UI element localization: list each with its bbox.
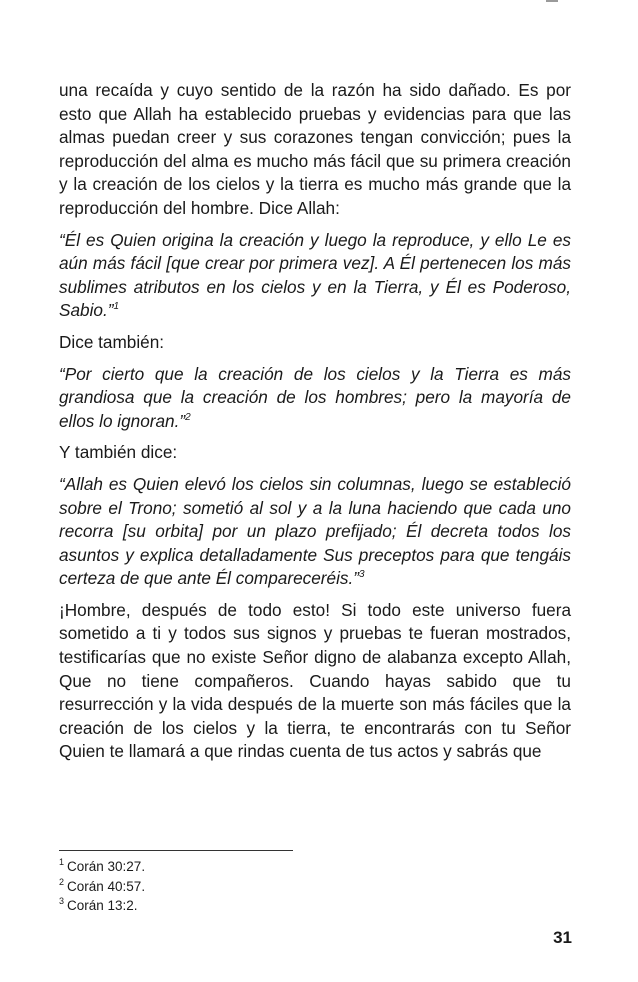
page-number: 31: [553, 928, 572, 947]
footnote-ref-1: 1: [113, 301, 120, 313]
quote-1: [59, 229, 571, 323]
footnotes: [59, 857, 359, 916]
footnote-text: Corán 40:57.: [67, 878, 146, 894]
footnote-text: Corán 13:2.: [67, 898, 138, 913]
quote-3-text: “Allah es Quien elevó los cielos sin columnas, luego se estableció sobre el Trono; sometió al sol y a la luna haciendo que cada uno recorra [su orbita] por un plazo prefijado; Él decreta todos los asuntos y explica detalladamente Sus preceptos para que tengáis certeza de que ante Él compareceréis.”: [59, 473, 571, 589]
quote-2-text: “Por cierto que la creación de los cielos y la Tierra es más grandiosa que la creación de los hombres; pero la mayoría de ellos lo ignoran.”: [59, 363, 571, 431]
quote-3: [59, 473, 571, 591]
paragraph-3: Y también dice:: [59, 442, 178, 463]
footnote-number: 3: [59, 896, 65, 906]
footnote-divider: [59, 850, 293, 851]
quote-2: [59, 363, 571, 434]
page-body: [59, 79, 571, 764]
footnote-number: 2: [59, 876, 65, 887]
footnote-ref-2: 2: [185, 411, 191, 423]
footnote-item: [59, 857, 359, 877]
page-edge-mark: [546, 0, 558, 2]
paragraph-2: Dice también:: [59, 331, 165, 352]
paragraph-1: una recaída y cuyo sentido de la razón ha sido dañado. Es por esto que Allah ha establecido pruebas y evidencias para que las almas puedan creer y sus corazones tengan convicción; pues la reproducción del alma es mucho más fácil que su primera creación y la creación de los cielos y la tierra es mucho más grande que la reproducción del hombre. Dice Allah:: [59, 80, 571, 218]
footnote-item: [59, 877, 359, 897]
paragraph-4: ¡Hombre, después de todo esto! Si todo este universo fuera sometido a ti y todos sus signos y pruebas te fueran mostrados, testificarías que no existe Señor digno de alabanza excepto Allah, Que no tiene compañeros. Cuando hayas sabido que tu resurrección y la vida después de la muerte son más fáciles que la creación de los cielos y la tierra, te encontrarás con tu Señor Quien te llamará a que rindas cuenta de tus actos y sabrás que: [59, 599, 571, 762]
footnote-item: [59, 896, 359, 916]
footnote-number: 1: [59, 857, 65, 867]
footnote-text: Corán 30:27.: [67, 859, 146, 874]
quote-1-text: “Él es Quien origina la creación y luego la reproduce, y ello Le es aún más fácil [que crear por primera vez]. A Él pertenecen los más sublimes atributos en los cielos y en la Tierra, y Él es Poderoso, Sabio.”: [59, 229, 571, 321]
footnote-ref-3: 3: [358, 569, 365, 581]
